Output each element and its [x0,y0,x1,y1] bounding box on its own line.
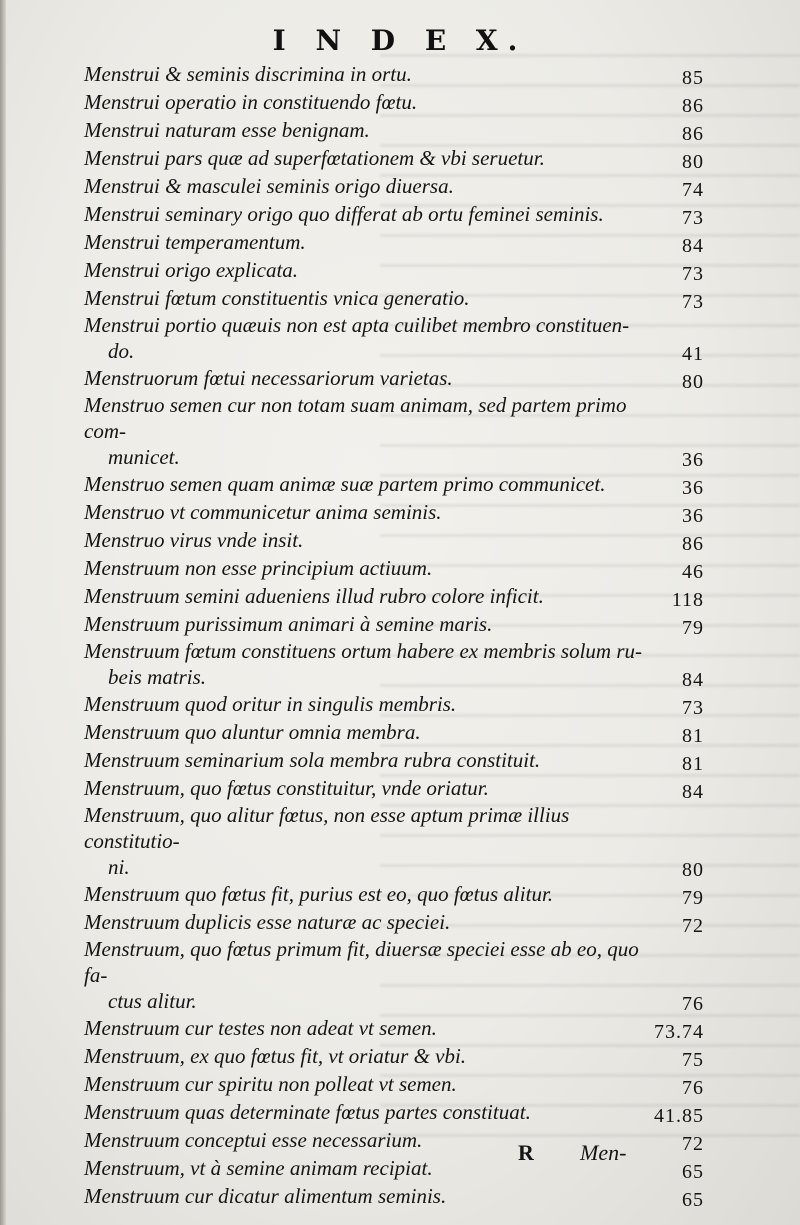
entry-line: Menstruo vt communicetur anima seminis. [84,500,442,524]
entry-line: Menstruo semen quam animæ suæ partem primo communicet. [84,472,606,496]
page-reference: 72 [682,1133,704,1155]
entry-line: Menstrui & masculei seminis origo diuersa. [84,174,454,198]
page-reference: 46 [682,561,704,583]
entry-text [84,1098,646,1126]
index-entry [84,60,704,88]
page-reference: 81 [682,725,704,747]
index-entry [84,116,704,144]
entry-line: Menstruum cur testes non adeat vt semen. [84,1016,437,1040]
page-reference: 41 [682,343,704,365]
entry-text [84,1070,646,1098]
entry-text [84,746,646,774]
page-reference: 85 [682,67,704,89]
entry-text [84,364,646,392]
entry-line: Menstrui portio quæuis non est apta cuilibet membro constituen- [84,313,630,337]
entry-line: Menstruorum fœtui necessariorum varietas. [84,366,453,390]
page-reference: 36 [682,505,704,527]
index-entry [84,284,704,312]
entry-line: Menstruum quo fœtus fit, purius est eo, quo fœtus alitur. [84,882,554,906]
page-reference: 74 [682,179,704,201]
entry-line: Menstruum quas determinate fœtus partes constituat. [84,1100,531,1124]
entry-continuation: ctus alitur. [108,989,197,1013]
entry-text [84,554,646,582]
index-entry [84,1098,704,1126]
entry-line: Menstruum conceptui esse necessarium. [84,1128,423,1152]
entry-text [84,256,646,284]
entry-line: Menstruum quod oritur in singulis membris. [84,692,457,716]
entry-text [84,392,646,470]
page-reference: 79 [682,887,704,909]
entry-text [84,1042,646,1070]
index-entry [84,256,704,284]
index-entry [84,690,704,718]
page-reference: 73 [682,697,704,719]
entry-line: Menstruum duplicis esse naturæ ac speciei. [84,910,451,934]
entry-line: Menstruum fœtum constituens ortum habere ex membris solum ru- [84,639,643,663]
page-reference: 76 [682,993,704,1015]
entry-text [84,1182,646,1210]
catchword: Men- [580,1140,627,1165]
index-entry [84,718,704,746]
index-entry [84,908,704,936]
index-entry [84,144,704,172]
entry-text [84,936,646,1014]
page-reference: 84 [682,781,704,803]
entry-text [84,200,646,228]
index-entry [84,1042,704,1070]
page-reference: 84 [682,235,704,257]
entry-text [84,88,646,116]
index-entry [84,880,704,908]
entry-line: Menstruo semen cur non totam suam animam, sed partem primo com- [84,393,627,443]
entry-text [84,1014,646,1042]
index-entry [84,200,704,228]
index-entry [84,88,704,116]
page-reference: 86 [682,533,704,555]
index-entry [84,172,704,200]
page-reference: 73 [682,291,704,313]
entry-line: Menstruum, quo alitur fœtus, non esse aptum primæ illius constitutio- [84,803,570,853]
page-reference: 65 [682,1161,704,1183]
entry-text [84,526,646,554]
entry-continuation: ni. [108,855,130,879]
index-entries [84,60,704,1210]
entry-continuation: municet. [108,445,180,469]
entry-line: Menstruum cur dicatur alimentum seminis. [84,1184,447,1208]
page-footer [0,1140,800,1180]
index-entry [84,364,704,392]
page-reference: 65 [682,1189,704,1211]
entry-line: Menstrui origo explicata. [84,258,299,282]
entry-text [84,116,646,144]
entry-text [84,638,646,690]
page-reference: 79 [682,617,704,639]
page-reference: 80 [682,371,704,393]
index-entry [84,1014,704,1042]
entry-text [84,284,646,312]
entry-line: Menstruum cur spiritu non polleat vt semen. [84,1072,457,1096]
entry-line: Menstrui temperamentum. [84,230,306,254]
entry-text [84,690,646,718]
entry-continuation: do. [108,339,135,363]
index-entry [84,936,704,1014]
running-head: I N D E X. [272,24,528,57]
entry-text [84,312,646,364]
index-entry [84,1070,704,1098]
entry-text [84,470,646,498]
entry-text [84,610,646,638]
page-reference: 80 [682,151,704,173]
page-reference: 73 [682,207,704,229]
page-reference: 36 [682,449,704,471]
entry-text [84,802,646,880]
entry-line: Menstrui operatio in constituendo fœtu. [84,90,418,114]
entry-continuation: beis matris. [108,665,207,689]
entry-line: Menstrui pars quæ ad superfœtationem & vbi seruetur. [84,146,545,170]
index-entry [84,582,704,610]
page-reference: 84 [682,669,704,691]
page-edge-shadow [0,0,6,1225]
page-reference: 73 [682,263,704,285]
page-reference: 36 [682,477,704,499]
page-reference: 73.74 [654,1021,704,1043]
entry-line: Menstruum non esse principium actiuum. [84,556,433,580]
entry-line: Menstrui & seminis discrimina in ortu. [84,62,412,86]
entry-line: Menstruo virus vnde insit. [84,528,304,552]
index-entry [84,638,704,690]
page-reference: 80 [682,859,704,881]
entry-text [84,582,646,610]
page-reference: 81 [682,753,704,775]
page-reference: 41.85 [654,1105,704,1127]
entry-text [84,144,646,172]
index-entry [84,312,704,364]
signature-mark: R [518,1140,534,1165]
entry-line: Menstruum, quo fœtus primum fit, diuersæ speciei esse ab eo, quo fa- [84,937,639,987]
index-entry [84,498,704,526]
page-reference: 118 [671,589,704,611]
index-entry [84,554,704,582]
entry-line: Menstrui fœtum constituentis vnica generatio. [84,286,470,310]
entry-line: Menstrui seminary origo quo differat ab ortu feminei seminis. [84,202,604,226]
index-entry [84,470,704,498]
entry-line: Menstruum, ex quo fœtus fit, vt oriatur & vbi. [84,1044,467,1068]
entry-text [84,774,646,802]
entry-line: Menstruum semini adueniens illud rubro colore inficit. [84,584,544,608]
page-reference: 72 [682,915,704,937]
page-reference: 76 [682,1077,704,1099]
page-reference: 86 [682,123,704,145]
entry-line: Menstrui naturam esse benignam. [84,118,370,142]
entry-text [84,908,646,936]
index-entry [84,610,704,638]
index-entry [84,526,704,554]
page-reference: 75 [682,1049,704,1071]
index-entry [84,802,704,880]
entry-text [84,718,646,746]
entry-text [84,172,646,200]
page-reference: 86 [682,95,704,117]
index-entry [84,774,704,802]
entry-line: Menstruum quo aluntur omnia membra. [84,720,421,744]
entry-line: Menstruum, quo fœtus constituitur, vnde oriatur. [84,776,489,800]
index-entry [84,228,704,256]
index-entry [84,746,704,774]
entry-line: Menstruum seminarium sola membra rubra constituit. [84,748,541,772]
index-entry [84,392,704,470]
entry-text [84,60,646,88]
entry-text [84,880,646,908]
entry-line: Menstruum purissimum animari à semine maris. [84,612,493,636]
entry-text [84,228,646,256]
index-entry [84,1182,704,1210]
entry-text [84,498,646,526]
entry-line: Menstruum, vt à semine animam recipiat. [84,1156,433,1180]
